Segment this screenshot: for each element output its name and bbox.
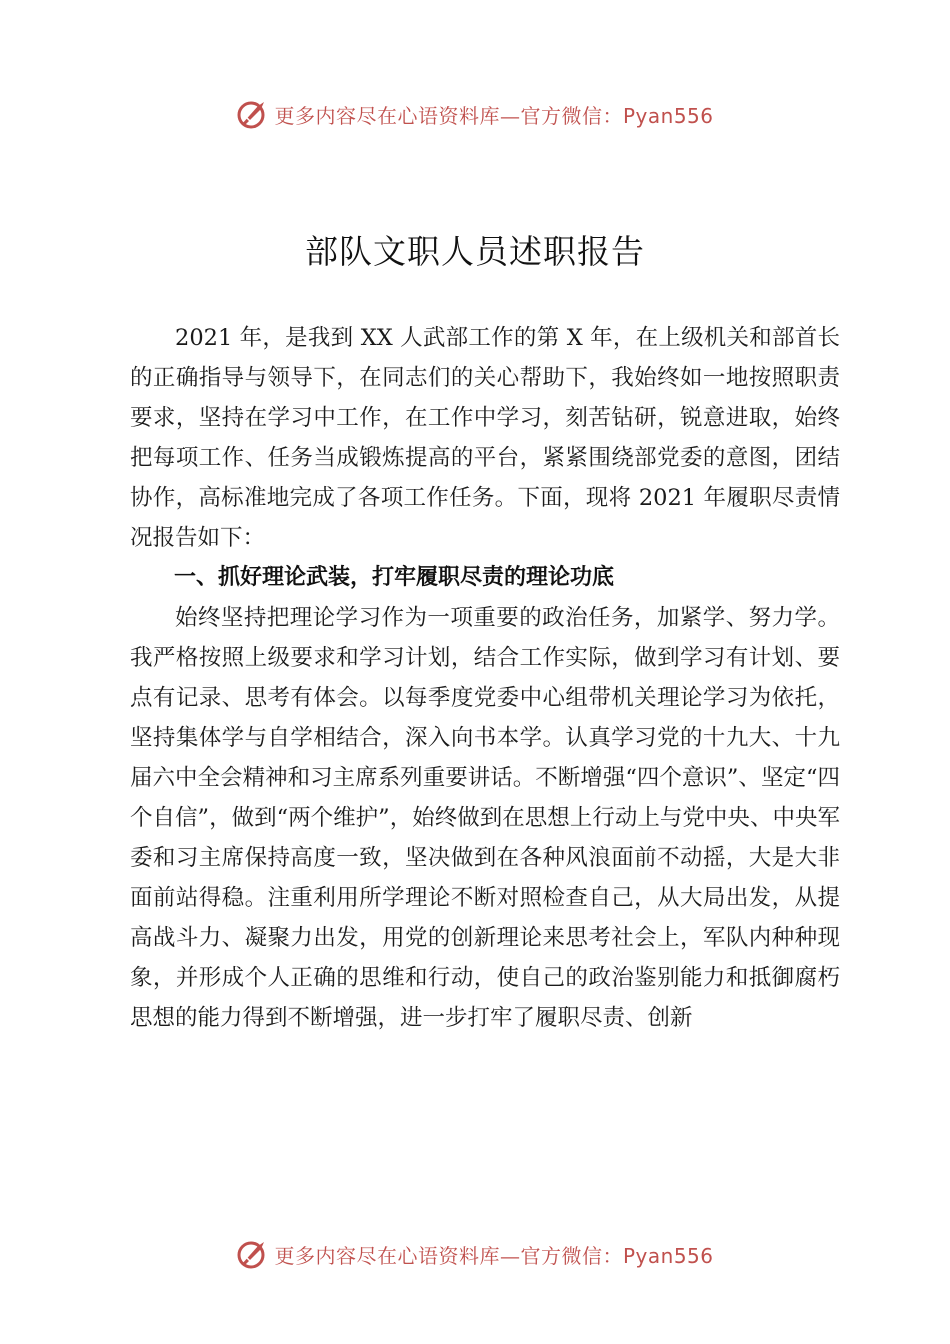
watermark-wechat-id: Pyan556 <box>622 103 714 128</box>
watermark-text: 更多内容尽在心语资料库—官方微信：Pyan556 <box>274 103 714 128</box>
intro-paragraph: 2021 年，是我到 XX 人武部工作的第 X 年，在上级机关和部首长的正确指导与领导下，在同志们的关心帮助下，我始终如一地按照职责要求，坚持在学习中工作，在工作中学习，刻苦钻研，锐意进取，始终把每项工作、任务当成锻炼提高的平台，紧紧围绕部党委的意图，团结协作，高标准地完成了各项工作任务。下面，现将 2021 年履职尽责情况报告如下： <box>130 325 840 551</box>
document-title: 部队文职人员述职报告 <box>305 232 645 271</box>
section-paragraph: 始终坚持把理论学习作为一项重要的政治任务，加紧学、努力学。我严格按照上级要求和学习计划，结合工作实际，做到学习有计划、要点有记录、思考有体会。以每季度党委中心组带机关理论学习为依托，坚持集体学与自学相结合，深入向书本学。认真学习党的十九大、十九届六中全会精神和习主席系列重要讲话。不断增强“四个意识”、坚定“四个自信”，做到“两个维护”，始终做到在思想上行动上与党中央、中央军委和习主席保持高度一致，坚决做到在各种风浪面前不动摇，大是大非面前站得稳。注重利用所学理论不断对照检查自己，从大局出发，从提高战斗力、凝聚力出发，用党的创新理论来思考社会上，军队内种种现象，并形成个人正确的思维和行动，使自己的政治鉴别能力和抵御腐朽思想的能力得到不断增强，进一步打牢了履职尽责、创新 <box>130 605 840 1031</box>
section-heading: 一、抓好理论武装，打牢履职尽责的理论功底 <box>174 565 615 590</box>
header-watermark-banner <box>0 94 950 134</box>
document-body <box>130 318 840 1038</box>
quill-logo-icon <box>236 1238 268 1270</box>
watermark-text: 更多内容尽在心语资料库—官方微信：Pyan556 <box>274 1243 714 1268</box>
footer-watermark-banner <box>0 1234 950 1274</box>
watermark-wechat-id: Pyan556 <box>622 1243 714 1268</box>
quill-logo-icon <box>236 98 268 130</box>
